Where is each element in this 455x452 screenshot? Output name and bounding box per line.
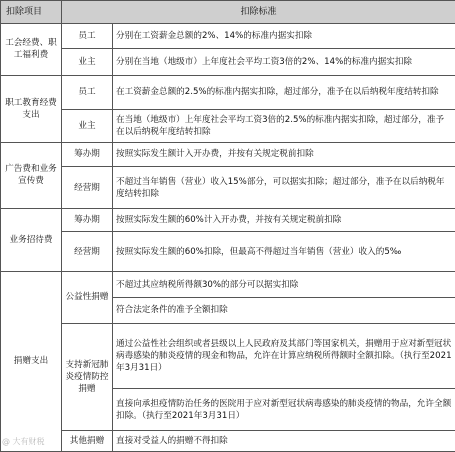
standard-text: 分别在工资薪金总额的2%、14%的标准内据实扣除 [113, 24, 455, 49]
standard-text: 通过公益性社会组织或者县级以上人民政府及其部门等国家机关，捐赠用于应对新型冠状病毒感染的肺炎疫情的现金和物品，允许在计算应纳税所得额时全额扣除。（执行至2021年3月31日） [113, 323, 455, 389]
table-row [1, 24, 455, 49]
sub-label: 业主 [62, 49, 113, 75]
header-row [1, 1, 455, 24]
standard-text: 分别在当地（地级市）上年度社会平均工资3倍的2%、14%的标准内据实扣除 [113, 49, 455, 75]
standard-text: 不超过当年销售（营业）收入15%部分，可以据实扣除；超过部分，准予在以后纳税年度结转扣除 [113, 166, 455, 209]
category-entertainment: 业务招待费 [1, 209, 62, 272]
standard-text: 在当地（地级市）上年度社会平均工资3倍的2.5%的标准内据实扣除，超过部分，准予在以后纳税年度结转扣除 [113, 109, 455, 142]
sub-label: 员工 [62, 24, 113, 49]
sub-label: 员工 [62, 75, 113, 109]
category-advertising: 广告费和业务宣传费 [1, 142, 62, 209]
sub-label: 筹办期 [62, 209, 113, 232]
header-item: 扣除项目 [1, 1, 62, 24]
table-row [1, 75, 455, 109]
header-standard: 扣除标准 [62, 1, 455, 24]
standard-text: 按照实际发生额的60%计入开办费，并按有关规定税前扣除 [113, 209, 455, 232]
standard-text: 符合法定条件的准予全额扣除 [113, 298, 455, 323]
standard-text: 在工资薪金总额的2.5%的标准内据实扣除，超过部分，准予在以后纳税年度结转扣除 [113, 75, 455, 109]
table-row [1, 209, 455, 232]
sub-label-covid: 支持新冠肺炎疫情防控捐赠 [62, 323, 113, 431]
table-row [1, 49, 455, 75]
table-row [1, 323, 455, 389]
sub-label: 筹办期 [62, 142, 113, 166]
category-donation: 捐赠支出 [1, 271, 62, 451]
category-education: 职工教育经费支出 [1, 75, 62, 142]
standard-text: 直接向承担疫情防治任务的医院用于应对新型冠状病毒感染的肺炎疫情的物品，允许全额扣除。（执行至2021年3月31日） [113, 389, 455, 431]
table-row [1, 232, 455, 272]
sub-label: 经营期 [62, 232, 113, 272]
sub-label-other: 其他捐赠 [62, 431, 113, 452]
standard-text: 按照实际发生额计入开办费，并按有关规定税前扣除 [113, 142, 455, 166]
table-row [1, 271, 455, 297]
sub-label: 经营期 [62, 166, 113, 209]
standard-text: 直接对受益人的捐赠不得扣除 [113, 431, 455, 452]
sub-label-public-welfare: 公益性捐赠 [62, 271, 113, 323]
table-row [1, 142, 455, 166]
table-row [1, 431, 455, 452]
category-union-welfare: 工会经费、职工福利费 [1, 24, 62, 76]
standard-text: 按照实际发生额的60%扣除，但最高不得超过当年销售（营业）收入的5‰ [113, 232, 455, 272]
watermark: @ 大有财税 [2, 437, 45, 446]
sub-label: 业主 [62, 109, 113, 142]
table-row [1, 166, 455, 209]
table-row [1, 109, 455, 142]
standard-text: 不超过其应纳税所得额30%的部分可以据实扣除 [113, 271, 455, 297]
